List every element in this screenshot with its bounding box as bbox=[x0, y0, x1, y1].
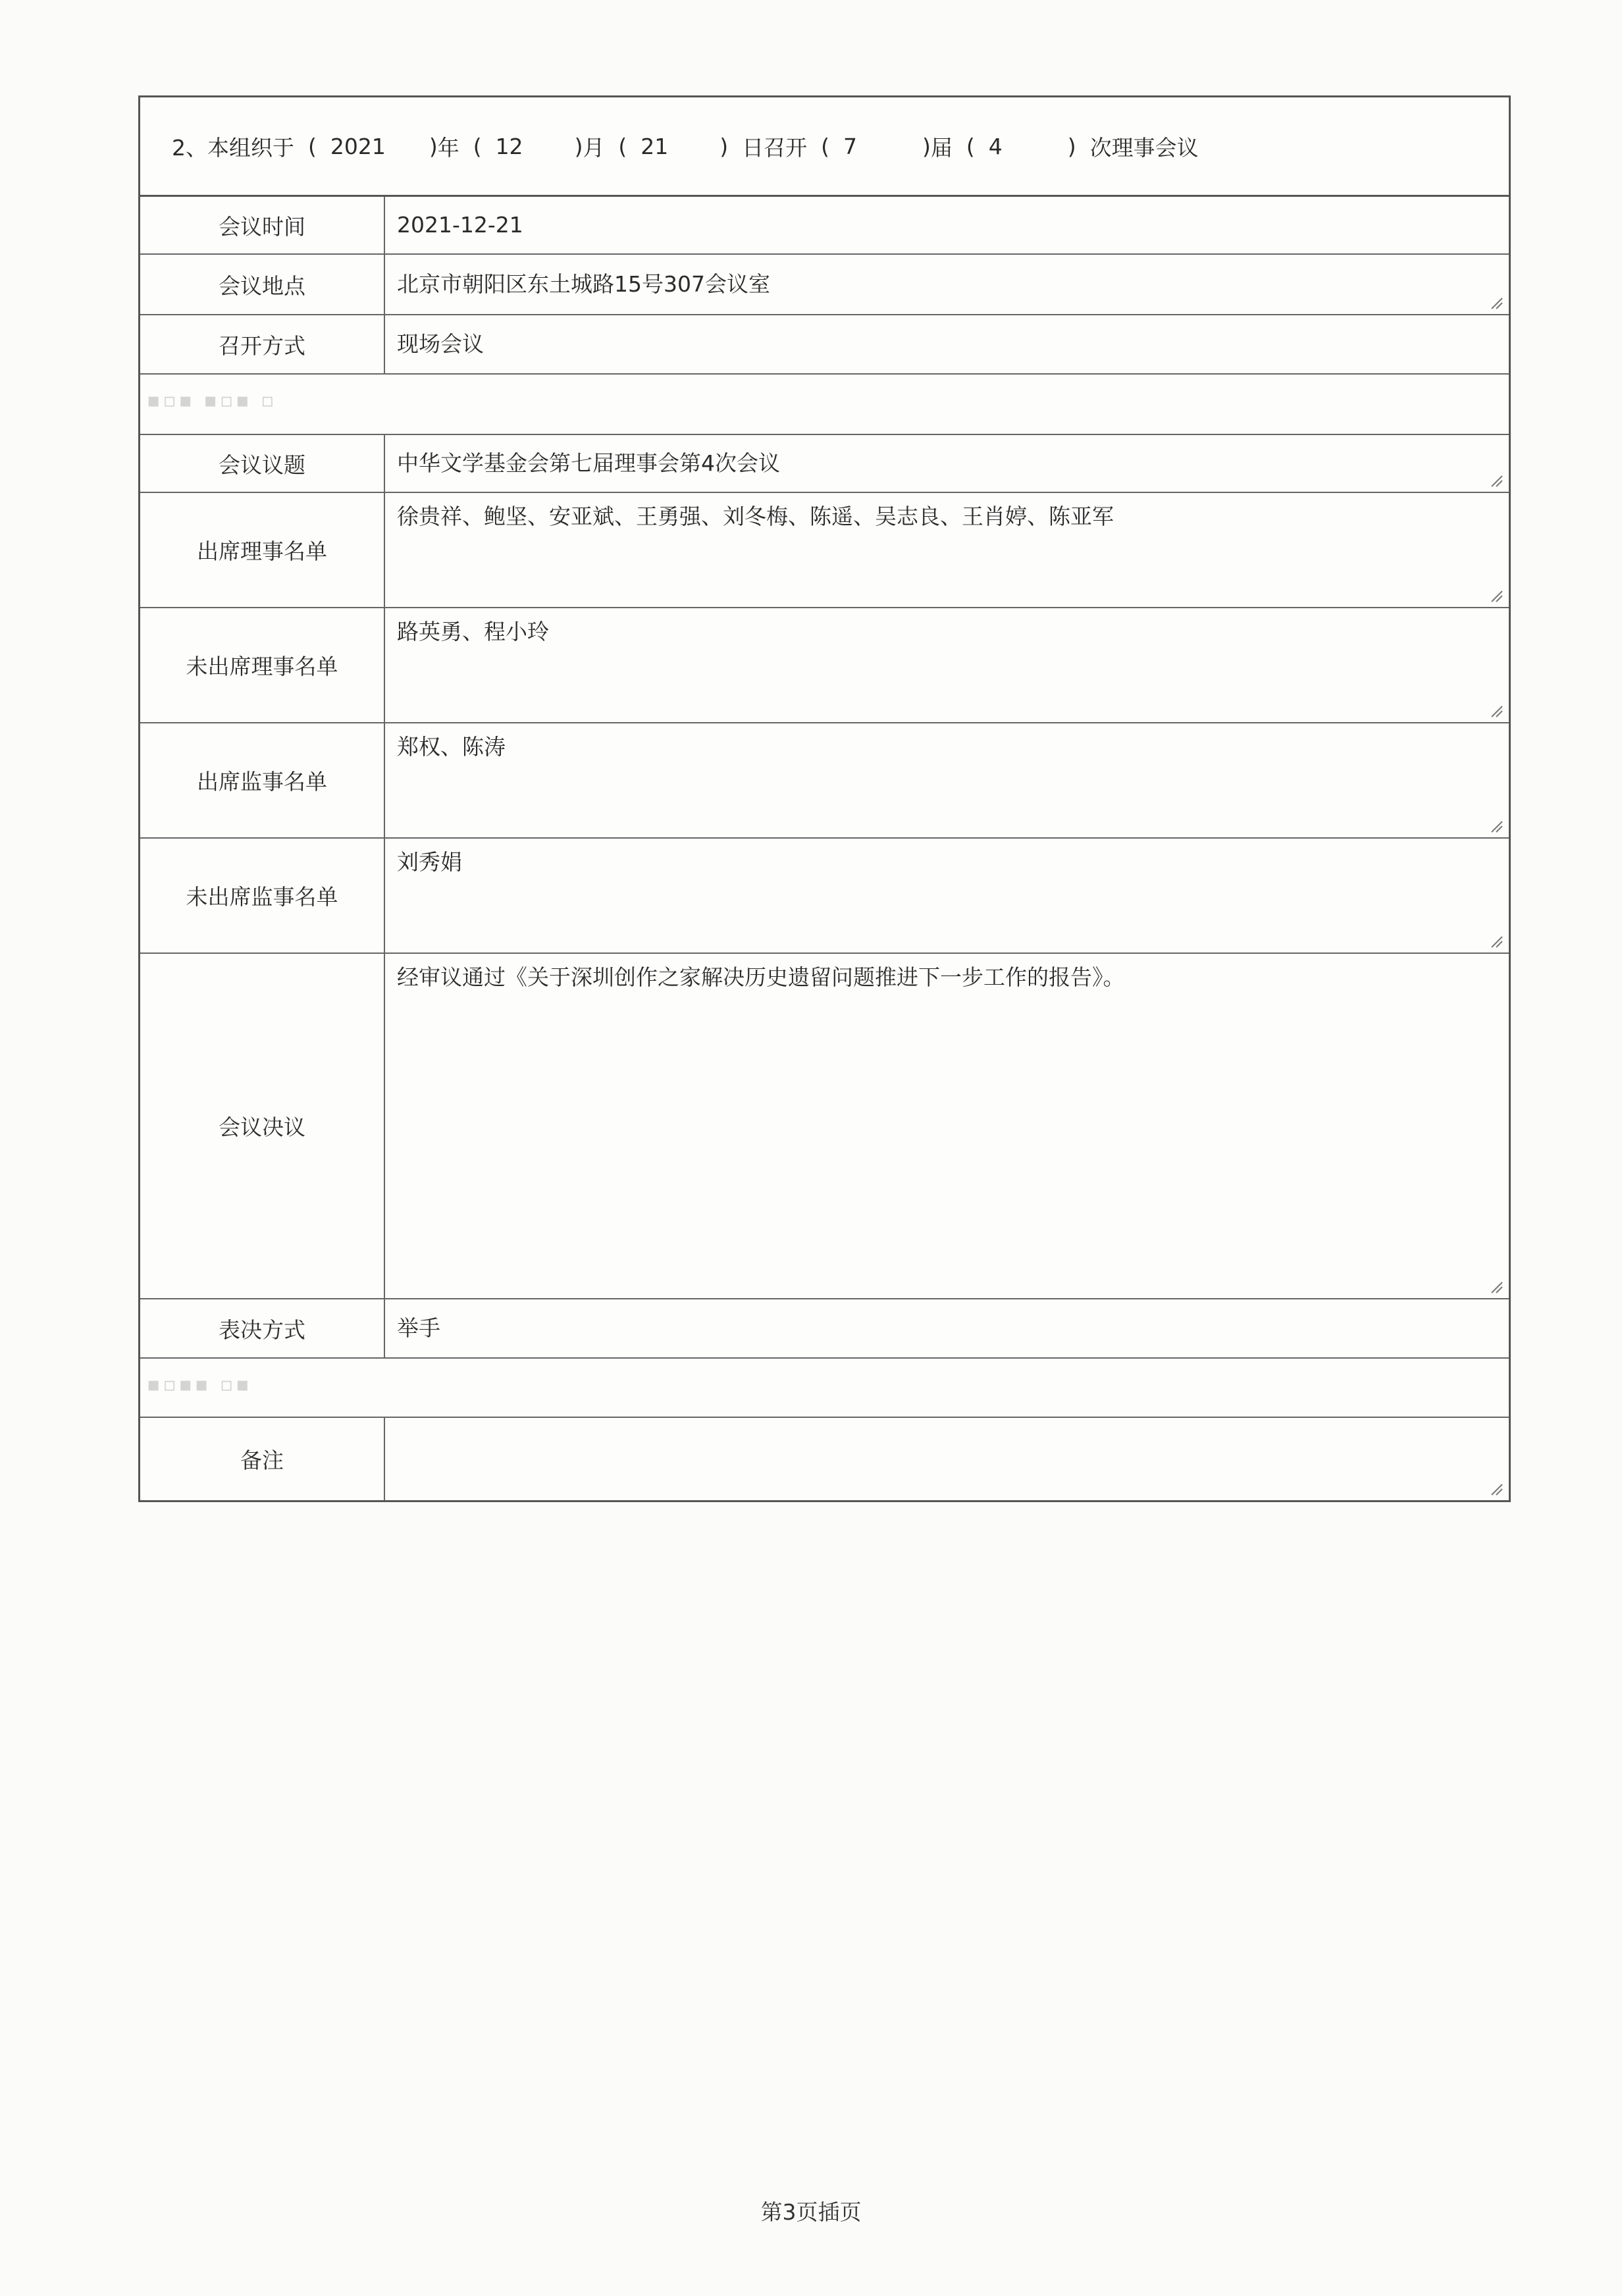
label-absent-supervisors: 未出席监事名单 bbox=[140, 839, 385, 952]
meeting-header: 2、本组织于 ( 2021 ) 年 ( 12 ) 月 ( 21 ) 日召开 ( 7 ) 届 ( 4 ) 次理事会议 bbox=[140, 97, 1509, 197]
absent-supervisors-text: 刘秀娟 bbox=[397, 849, 462, 875]
label-place: 会议地点 bbox=[140, 255, 385, 314]
resize-handle-icon[interactable] bbox=[1489, 934, 1504, 949]
resize-handle-icon[interactable] bbox=[1489, 296, 1504, 310]
resize-handle-icon[interactable] bbox=[1489, 1280, 1504, 1294]
field-time[interactable]: 2021-12-21 bbox=[397, 211, 523, 238]
meeting-no-field: 4 bbox=[988, 133, 1003, 159]
label-vote: 表决方式 bbox=[140, 1299, 385, 1357]
label-attend-supervisors: 出席监事名单 bbox=[140, 723, 385, 837]
header-prefix: 2、本组织于 bbox=[172, 134, 294, 161]
field-attend-supervisors[interactable] bbox=[385, 723, 1509, 837]
row-time bbox=[140, 197, 1509, 255]
label-topic: 会议议题 bbox=[140, 435, 385, 492]
field-resolution[interactable] bbox=[385, 954, 1509, 1298]
field-vote[interactable]: 举手 bbox=[397, 1315, 440, 1341]
row-vote bbox=[140, 1299, 1509, 1359]
row-attend-directors bbox=[140, 493, 1509, 608]
field-place[interactable] bbox=[385, 255, 1509, 314]
row-absent-supervisors bbox=[140, 839, 1509, 954]
faint-label-2: ▪▫▪▪ ▫▪ bbox=[147, 1373, 252, 1396]
row-mode bbox=[140, 315, 1509, 375]
row-resolution bbox=[140, 954, 1509, 1299]
resize-handle-icon[interactable] bbox=[1489, 473, 1504, 488]
field-attend-directors[interactable] bbox=[385, 493, 1509, 607]
blank-row-2 bbox=[140, 1359, 1509, 1418]
month-unit: 月 bbox=[583, 134, 605, 161]
field-absent-supervisors[interactable] bbox=[385, 839, 1509, 952]
resolution-text: 经审议通过《关于深圳创作之家解决历史遗留问题推进下一步工作的报告》。 bbox=[397, 964, 1125, 990]
topic-text: 中华文学基金会第七届理事会第4次会议 bbox=[397, 450, 780, 476]
absent-directors-text: 路英勇、程小玲 bbox=[397, 619, 549, 644]
meeting-unit: 次理事会议 bbox=[1089, 134, 1199, 161]
session-unit: 届 bbox=[930, 134, 953, 161]
month-field: 12 bbox=[495, 133, 523, 159]
resize-handle-icon[interactable] bbox=[1489, 588, 1504, 603]
place-text: 北京市朝阳区东土城路15号307会议室 bbox=[397, 271, 770, 297]
session-field: 7 bbox=[843, 133, 857, 159]
year-unit: 年 bbox=[437, 134, 459, 161]
label-mode: 召开方式 bbox=[140, 315, 385, 373]
attend-directors-text: 徐贵祥、鲍坚、安亚斌、王勇强、刘冬梅、陈遥、吴志良、王肖婷、陈亚军 bbox=[397, 504, 1114, 529]
field-absent-directors[interactable] bbox=[385, 608, 1509, 722]
row-absent-directors bbox=[140, 608, 1509, 723]
label-remark: 备注 bbox=[140, 1418, 385, 1500]
page-footer: 第3页插页 bbox=[760, 2199, 862, 2225]
resize-handle-icon[interactable] bbox=[1489, 1482, 1504, 1496]
meeting-record-table bbox=[138, 95, 1511, 1502]
attend-supervisors-text: 郑权、陈涛 bbox=[397, 734, 506, 760]
label-absent-directors: 未出席理事名单 bbox=[140, 608, 385, 722]
row-topic bbox=[140, 435, 1509, 493]
field-remark[interactable] bbox=[385, 1418, 1509, 1500]
label-attend-directors: 出席理事名单 bbox=[140, 493, 385, 607]
row-place bbox=[140, 255, 1509, 315]
day-unit: 日召开 bbox=[742, 134, 808, 161]
row-remark bbox=[140, 1418, 1509, 1500]
year-field: 2021 bbox=[330, 133, 386, 159]
blank-row bbox=[140, 375, 1509, 435]
field-mode[interactable]: 现场会议 bbox=[397, 330, 484, 357]
resize-handle-icon[interactable] bbox=[1489, 819, 1504, 833]
field-topic[interactable] bbox=[385, 435, 1509, 492]
faint-label: ▪▫▪ ▪▫▪ ▫ bbox=[147, 389, 277, 412]
row-attend-supervisors bbox=[140, 723, 1509, 839]
day-field: 21 bbox=[641, 133, 669, 159]
label-resolution: 会议决议 bbox=[140, 954, 385, 1298]
resize-handle-icon[interactable] bbox=[1489, 704, 1504, 718]
label-time: 会议时间 bbox=[140, 197, 385, 253]
